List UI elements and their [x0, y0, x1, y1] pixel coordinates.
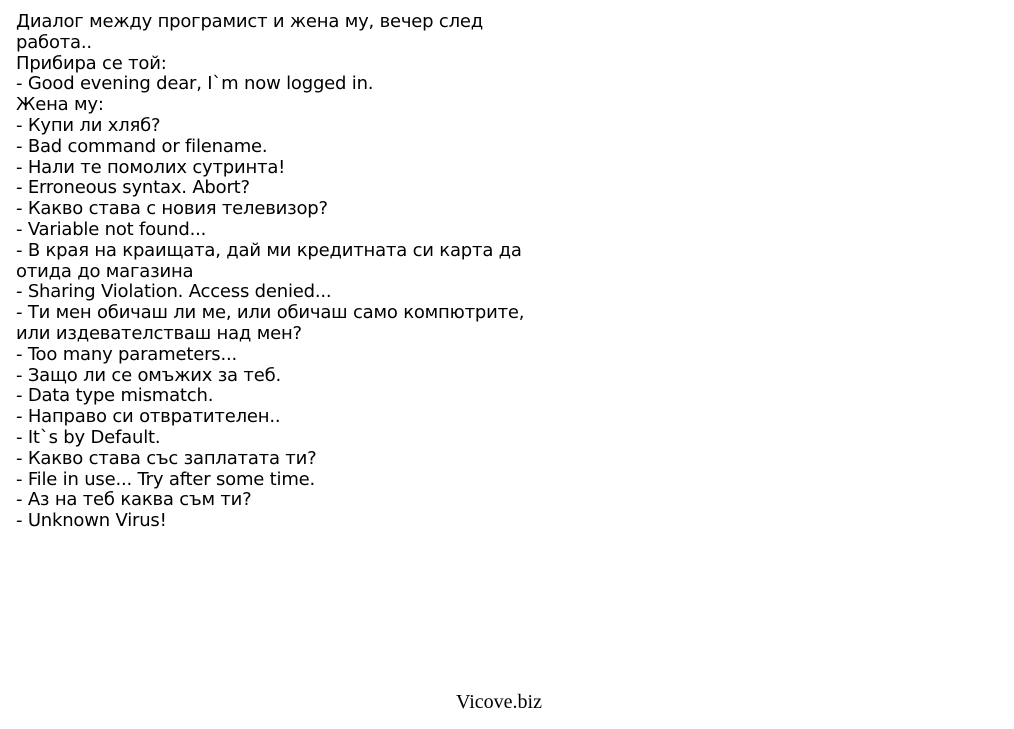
text-line: - Variable not found...	[16, 218, 207, 240]
text-line: - Too many parameters...	[16, 343, 238, 365]
text-line: - Какво става с новия телевизор?	[16, 198, 328, 220]
text-line: - Erroneous syntax. Abort?	[16, 177, 250, 199]
text-line: - Какво става със заплатата ти?	[16, 447, 317, 469]
text-line: или издевателстваш над мен?	[16, 322, 302, 344]
text-line: - Защо ли се омъжих за теб.	[16, 364, 281, 386]
text-line: - Направо си отвратителен..	[16, 406, 281, 428]
text-line: - Bad command or filename.	[16, 135, 268, 157]
text-line: Диалог между програмист и жена му, вечер след	[16, 11, 484, 32]
text-line: работа..	[16, 31, 92, 53]
text-line: - File in use... Try after some time.	[16, 468, 316, 490]
text-line: - Аз на теб каква съм ти?	[16, 489, 252, 511]
site-watermark: Vicove.biz	[456, 691, 542, 713]
text-line: - Купи ли хляб?	[16, 114, 161, 136]
text-line: - Data type mismatch.	[16, 385, 214, 407]
text-line: Прибира се той:	[16, 52, 167, 74]
text-line: - It`s by Default.	[16, 426, 161, 448]
text-line: - Нали те помолих сутринта!	[16, 156, 286, 178]
joke-text	[16, 12, 576, 532]
text-line: - Sharing Violation. Access denied...	[16, 281, 332, 303]
text-line: - Ти мен обичаш ли ме, или обичаш само компютрите,	[16, 302, 525, 324]
text-line: - В края на краищата, дай ми кредитната си карта да	[16, 239, 522, 261]
text-line: отида до магазина	[16, 260, 194, 282]
text-line: Жена му:	[16, 94, 104, 116]
text-line: - Unknown Virus!	[16, 510, 167, 532]
text-line: - Good evening dear, I`m now logged in.	[16, 73, 374, 95]
